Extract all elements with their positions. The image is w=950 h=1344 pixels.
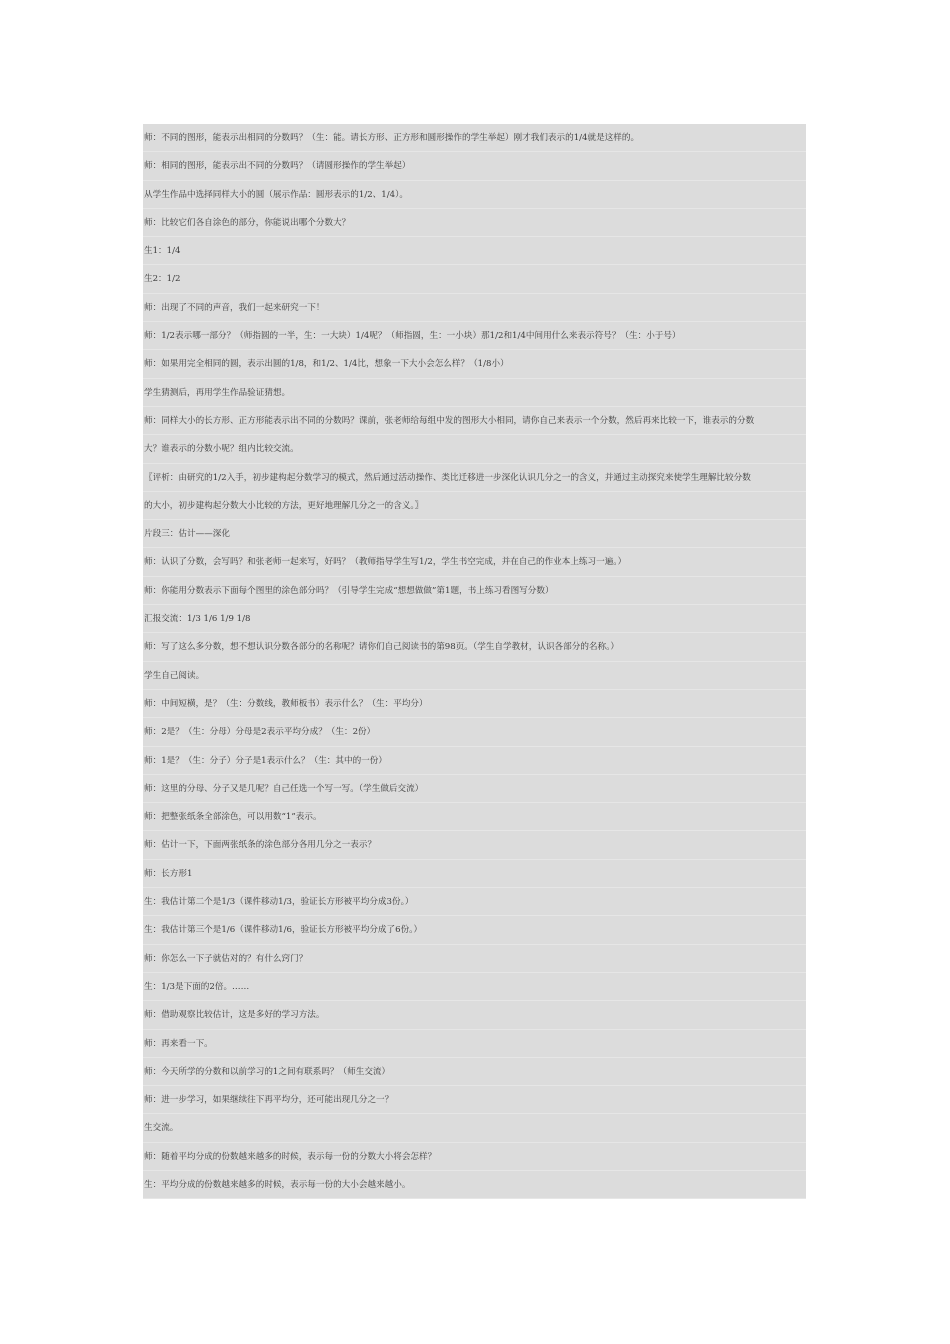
text-line: 汇报交流：1/3 1/6 1/9 1/8 (143, 605, 806, 633)
text-line: 师：不同的图形，能表示出相同的分数吗？（生：能。请长方形、正方形和圆形操作的学生举起）刚才我们表示的1/4就是这样的。 (143, 124, 806, 152)
text-line: 生：我估计第三个是1/6（课件移动1/6，验证长方形被平均分成了6份。） (143, 916, 806, 944)
text-line: 师：出现了不同的声音，我们一起来研究一下！ (143, 294, 806, 322)
document-body (143, 124, 806, 1199)
text-line: 从学生作品中选择同样大小的圆（展示作品：圆形表示的1/2、1/4）。 (143, 181, 806, 209)
text-line: 学生猜测后，再用学生作品验证猜想。 (143, 379, 806, 407)
text-line: 师：今天所学的分数和以前学习的1之间有联系吗？（师生交流） (143, 1058, 806, 1086)
commentary-line: 的大小，初步建构起分数大小比较的方法，更好地理解几分之一的含义。〗 (143, 492, 806, 520)
text-line: 师：把整张纸条全部涂色，可以用数“1”表示。 (143, 803, 806, 831)
text-line: 生1：1/4 (143, 237, 806, 265)
text-line: 生2：1/2 (143, 265, 806, 293)
section-heading: 片段三：估计——深化 (143, 520, 806, 548)
commentary-line: 〖评析：由研究的1/2入手，初步建构起分数学习的模式，然后通过活动操作、类比迁移进一步深化认识几分之一的含义，并通过主动探究来使学生理解比较分数 (143, 464, 806, 492)
text-line: 大？谁表示的分数小呢？组内比较交流。 (143, 435, 806, 463)
text-line: 师：相同的图形，能表示出不同的分数吗？（请圆形操作的学生举起） (143, 152, 806, 180)
text-line: 师：借助观察比较估计，这是多好的学习方法。 (143, 1001, 806, 1029)
text-line: 师：认识了分数，会写吗？和张老师一起来写，好吗？（教师指导学生写1/2，学生书空完成，并在自己的作业本上练习一遍。） (143, 548, 806, 576)
text-line: 学生自己阅读。 (143, 662, 806, 690)
text-line: 生交流。 (143, 1114, 806, 1142)
text-line: 师：1/2表示哪一部分？（师指圆的一半，生：一大块）1/4呢？（师指圆，生：一小块）那1/2和1/4中间用什么来表示符号？（生：小于号） (143, 322, 806, 350)
text-line: 师：如果用完全相同的圆，表示出圆的1/8，和1/2、1/4比，想象一下大小会怎么样？（1/8小） (143, 350, 806, 378)
text-line: 师：1是？（生：分子）分子是1表示什么？（生：其中的一份） (143, 747, 806, 775)
text-line: 师：2是？（生：分母）分母是2表示平均分成？（生：2份） (143, 718, 806, 746)
text-line: 生：我估计第二个是1/3（课件移动1/3，验证长方形被平均分成3份。） (143, 888, 806, 916)
text-line: 师：这里的分母、分子又是几呢？自己任选一个写一写。（学生做后交流） (143, 775, 806, 803)
text-line: 师：进一步学习，如果继续往下再平均分，还可能出现几分之一？ (143, 1086, 806, 1114)
text-line: 生：平均分成的份数越来越多的时候，表示每一份的大小会越来越小。 (143, 1171, 806, 1199)
text-line: 师：再来看一下。 (143, 1030, 806, 1058)
text-line: 师：你怎么一下子就估对的？有什么窍门？ (143, 945, 806, 973)
text-line: 师：你能用分数表示下面每个图里的涂色部分吗？（引导学生完成“想想做做”第1题，书上练习看图写分数） (143, 577, 806, 605)
text-line: 师：写了这么多分数，想不想认识分数各部分的名称呢？请你们自己阅读书的第98页。（学生自学教材，认识各部分的名称。） (143, 633, 806, 661)
text-line: 师：同样大小的长方形、正方形能表示出不同的分数吗？课前，张老师给每组中发的图形大小相同，请你自己来表示一个分数，然后再来比较一下，谁表示的分数 (143, 407, 806, 435)
text-line: 师：估计一下，下面两张纸条的涂色部分各用几分之一表示？ (143, 831, 806, 859)
text-line: 师：中间短横，是？（生：分数线，教师板书）表示什么？（生：平均分） (143, 690, 806, 718)
text-line: 师：长方形1 (143, 860, 806, 888)
text-line: 师：随着平均分成的份数越来越多的时候，表示每一份的分数大小将会怎样？ (143, 1143, 806, 1171)
text-line: 生：1/3是下面的2倍。…… (143, 973, 806, 1001)
text-line: 师：比较它们各自涂色的部分，你能说出哪个分数大？ (143, 209, 806, 237)
